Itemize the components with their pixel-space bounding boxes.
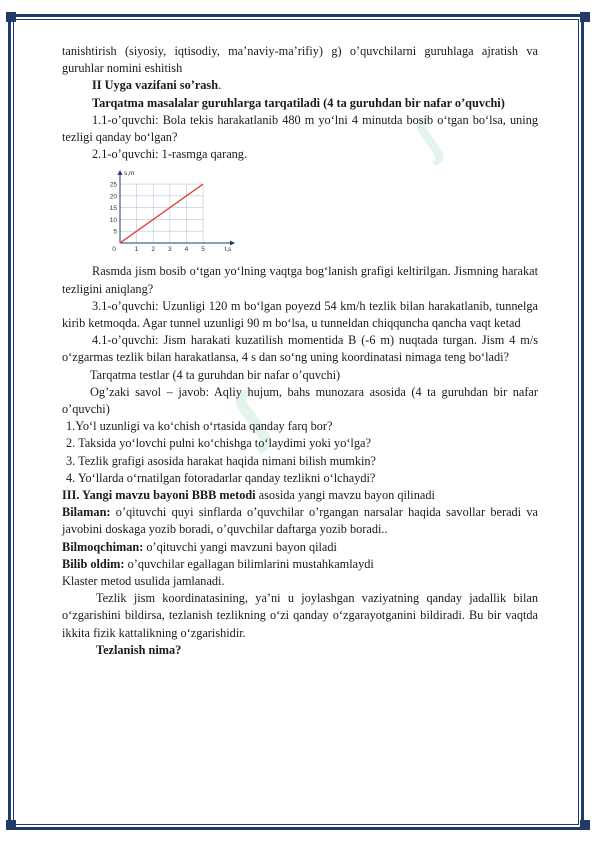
paragraph-handout-tasks: Tarqatma masalalar guruhlarga tarqatiladi (4 ta guruhdan bir nafar o’quvchi) xyxy=(92,95,505,110)
task-1: 1.1-o’quvchi: Bola tekis harakatlanib 480 m yo‘lni 4 minutda bosib o‘tgan bo‘lsa, uning tezligi qanday bo‘lgan? xyxy=(62,112,538,145)
x-tick-label: 3 xyxy=(168,246,172,254)
document-body xyxy=(62,43,538,659)
x-tick-label: t,s xyxy=(224,246,232,254)
homework-heading-text: II Uyga vazifani so’rash xyxy=(92,78,219,93)
y-tick-label: 20 xyxy=(109,193,117,201)
task-3: 3.1-o’quvchi: Uzunligi 120 m bo‘lgan poyezd 54 km/h tezlik bilan harakatlanib, tunnelga kirib ketmoqda. Agar tunnel uzunligi 90 m bo‘lsa, u tunneldan chiqquncha qancha vaqt ketad xyxy=(62,298,538,331)
paragraph-new-topic xyxy=(62,487,538,504)
y-tick-label: 5 xyxy=(113,229,117,237)
corner-ornament-bl xyxy=(6,820,16,830)
y-tick-label: 25 xyxy=(109,181,117,189)
bilaman-label: Bilaman: xyxy=(62,505,111,520)
paragraph-intro: tanishtirish (siyosiy, iqtisodiy, ma’naviy-ma’rifiy) g) o’quvchilarni guruhlaga ajratish va guruhlar nomini eshitish xyxy=(62,44,538,76)
question-item-3: 3. Tezlik grafigi asosida harakat haqida nimani bilish mumkin? xyxy=(66,453,377,468)
data-line xyxy=(120,184,203,243)
paragraph-cluster: Klaster metod usulida jamlanadi. xyxy=(62,574,225,589)
question-item-4: 4. Yo‘llarda o‘rnatilgan fotoradarlar qanday tezlikni o‘lchaydi? xyxy=(66,470,376,485)
bilmoqchiman-text: o’qituvchi yangi mavzuni bayon qiladi xyxy=(143,539,337,554)
paragraph-bilaman xyxy=(62,504,538,538)
corner-ornament-br xyxy=(580,820,590,830)
question-item-1: 1.Yo‘l uzunligi va ko‘chish o‘rtasida qanday farq bor? xyxy=(66,419,333,434)
x-tick-label: 0 xyxy=(112,246,116,254)
y-tick-label: 15 xyxy=(109,205,117,213)
question-list xyxy=(62,418,538,487)
distance-time-graph xyxy=(106,167,236,257)
corner-ornament-tr xyxy=(580,12,590,22)
paragraph-bilib-oldim xyxy=(62,556,538,573)
task-4: 4.1-o’quvchi: Jism harakati kuzatilish momentida B (-6 m) nuqtada turgan. Jism 4 m/s o‘zgarmas tezlik bilan harakatlansa, 4 s dan so‘ng uning koordinatasi nimaga teng bo‘ladi? xyxy=(62,333,538,365)
x-tick-label: 5 xyxy=(201,246,205,254)
paragraph-tests: Tarqatma testlar (4 ta guruhdan bir nafar o’quvchi) xyxy=(90,367,341,382)
corner-ornament-tl xyxy=(6,12,16,22)
watermark-logo-glyph-2: ʃ xyxy=(405,109,455,167)
paragraph-oral-questions: Og’zaki savol – javob: Aqliy hujum, bahs munozara asosida (4 ta guruhdan bir nafar o’quvchi) xyxy=(62,384,538,417)
y-axis-arrow xyxy=(118,170,123,175)
figure-1-chart xyxy=(106,167,236,257)
y-axis-label: s,m xyxy=(124,170,135,178)
x-tick-label: 1 xyxy=(134,246,139,254)
bilaman-text: o’qituvchi quyi sinflarda o’quvchilar o’rgangan narsalar haqida savollar beradi va javobini doskaga yozib boradi, o’quvchilar daftarga yozib boradi.. xyxy=(62,505,538,537)
task-2: 2.1-o’quvchi: 1-rasmga qarang. xyxy=(92,147,248,162)
heading-what-is-acceleration: Tezlanish nima? xyxy=(96,642,182,657)
x-axis-arrow xyxy=(230,241,235,246)
new-topic-heading: III. Yangi mavzu bayoni BBB metodi xyxy=(62,488,256,503)
bilib-oldim-text: o’quvchilar egallagan bilimlarini mustahkamlaydi xyxy=(124,556,374,571)
x-tick-label: 2 xyxy=(151,246,156,254)
x-tick-label: 4 xyxy=(184,246,189,254)
new-topic-text: asosida yangi mavzu bayon qilinadi xyxy=(255,488,435,503)
paragraph-bilmoqchiman xyxy=(62,539,538,556)
bilmoqchiman-label: Bilmoqchiman: xyxy=(62,539,144,554)
homework-heading-period: . xyxy=(218,78,222,93)
paragraph-acceleration-def: Tezlik jism koordinatasining, ya’ni u joylashgan vaziyatning qanday jadallik bilan o‘zgarishini bildirsa, tezlanish tezlikning o‘zi qanday o‘zgarayotganini bildiradi. Bu bir vaqtda ikkita fizik kattalikning o‘zgarishidir. xyxy=(62,591,538,640)
bilib-oldim-label: Bilib oldim: xyxy=(62,556,125,571)
question-item-2: 2. Taksida yo‘lovchi pulni ko‘chishga to‘laydimi yoki yo‘lga? xyxy=(66,436,371,451)
watermark-logo-glyph: ʃ xyxy=(221,379,286,455)
y-tick-label: 10 xyxy=(109,217,117,225)
task-2-question: Rasmda jism bosib o‘tgan yo‘lning vaqtga bog‘lanish grafigi keltirilgan. Jismning harakat tezligini aniqlang? xyxy=(62,264,538,296)
section-heading-homework xyxy=(62,77,538,94)
